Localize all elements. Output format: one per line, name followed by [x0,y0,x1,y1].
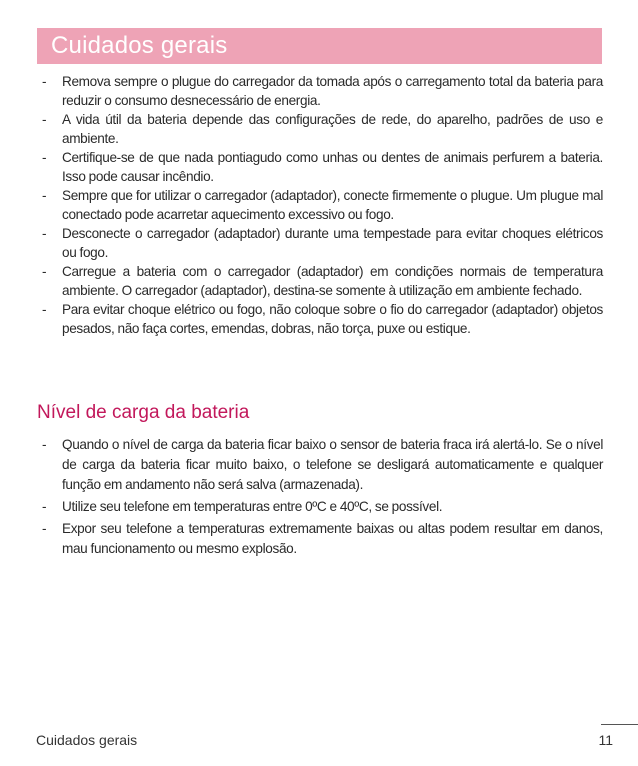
list-item-text: Desconecte o carregador (adaptador) durante uma tempestade para evitar choques elétricos ou fogo. [62,226,603,260]
section-title-battery-level: Nível de carga da bateria [37,402,250,423]
list-item [40,224,603,262]
bullet-dash: - [42,226,47,241]
bullet-dash: - [42,437,47,452]
footer-divider [601,724,638,725]
list-item [40,519,603,559]
general-care-list [40,72,603,338]
battery-level-list [40,435,603,561]
footer-section-label: Cuidados gerais [36,732,138,748]
list-item-text: Sempre que for utilizar o carregador (adaptador), conecte firmemente o plugue. Um plugue mal conectado pode acarretar aquecimento excessivo ou fogo. [62,188,603,222]
bullet-dash: - [42,264,47,279]
list-item [40,300,603,338]
list-item [40,497,603,517]
list-item [40,110,603,148]
bullet-dash: - [42,112,47,127]
bullet-dash: - [42,150,47,165]
list-item-text: Carregue a bateria com o carregador (adaptador) em condições normais de temperatura ambiente. O carregador (adaptador), destina-se somente à utilização em ambiente fechado. [62,264,603,298]
list-item [40,148,603,186]
bullet-dash: - [42,188,47,203]
page-number: 11 [598,732,613,748]
list-item-text: Expor seu telefone a temperaturas extremamente baixas ou altas podem resultar em danos, mau funcionamento ou mesmo explosão. [62,521,603,556]
list-item [40,72,603,110]
bullet-dash: - [42,499,47,514]
page-title: Cuidados gerais [51,32,228,59]
section-header-band [37,28,602,64]
list-item [40,435,603,495]
list-item-text: Certifique-se de que nada pontiagudo como unhas ou dentes de animais perfurem a bateria. Isso pode causar incêndio. [62,150,603,184]
bullet-dash: - [42,74,47,89]
list-item-text: Remova sempre o plugue do carregador da tomada após o carregamento total da bateria para reduzir o consumo desnecessário de energia. [62,74,603,108]
list-item-text: Para evitar choque elétrico ou fogo, não coloque sobre o fio do carregador (adaptador) objetos pesados, não faça cortes, emendas, dobras, não torça, puxe ou estique. [62,302,603,336]
bullet-dash: - [42,521,47,536]
list-item-text: Utilize seu telefone em temperaturas entre 0ºC e 40ºC, se possível. [62,499,443,514]
list-item [40,262,603,300]
list-item-text: A vida útil da bateria depende das configurações de rede, do aparelho, padrões de uso e ambiente. [62,112,603,146]
bullet-dash: - [42,302,47,317]
list-item-text: Quando o nível de carga da bateria ficar baixo o sensor de bateria fraca irá alertá-lo. Se o nível de carga da bateria ficar muito baixo, o telefone se desligará automaticamente e qualquer função em andamento não será salva (armazenada). [62,437,603,492]
list-item [40,186,603,224]
